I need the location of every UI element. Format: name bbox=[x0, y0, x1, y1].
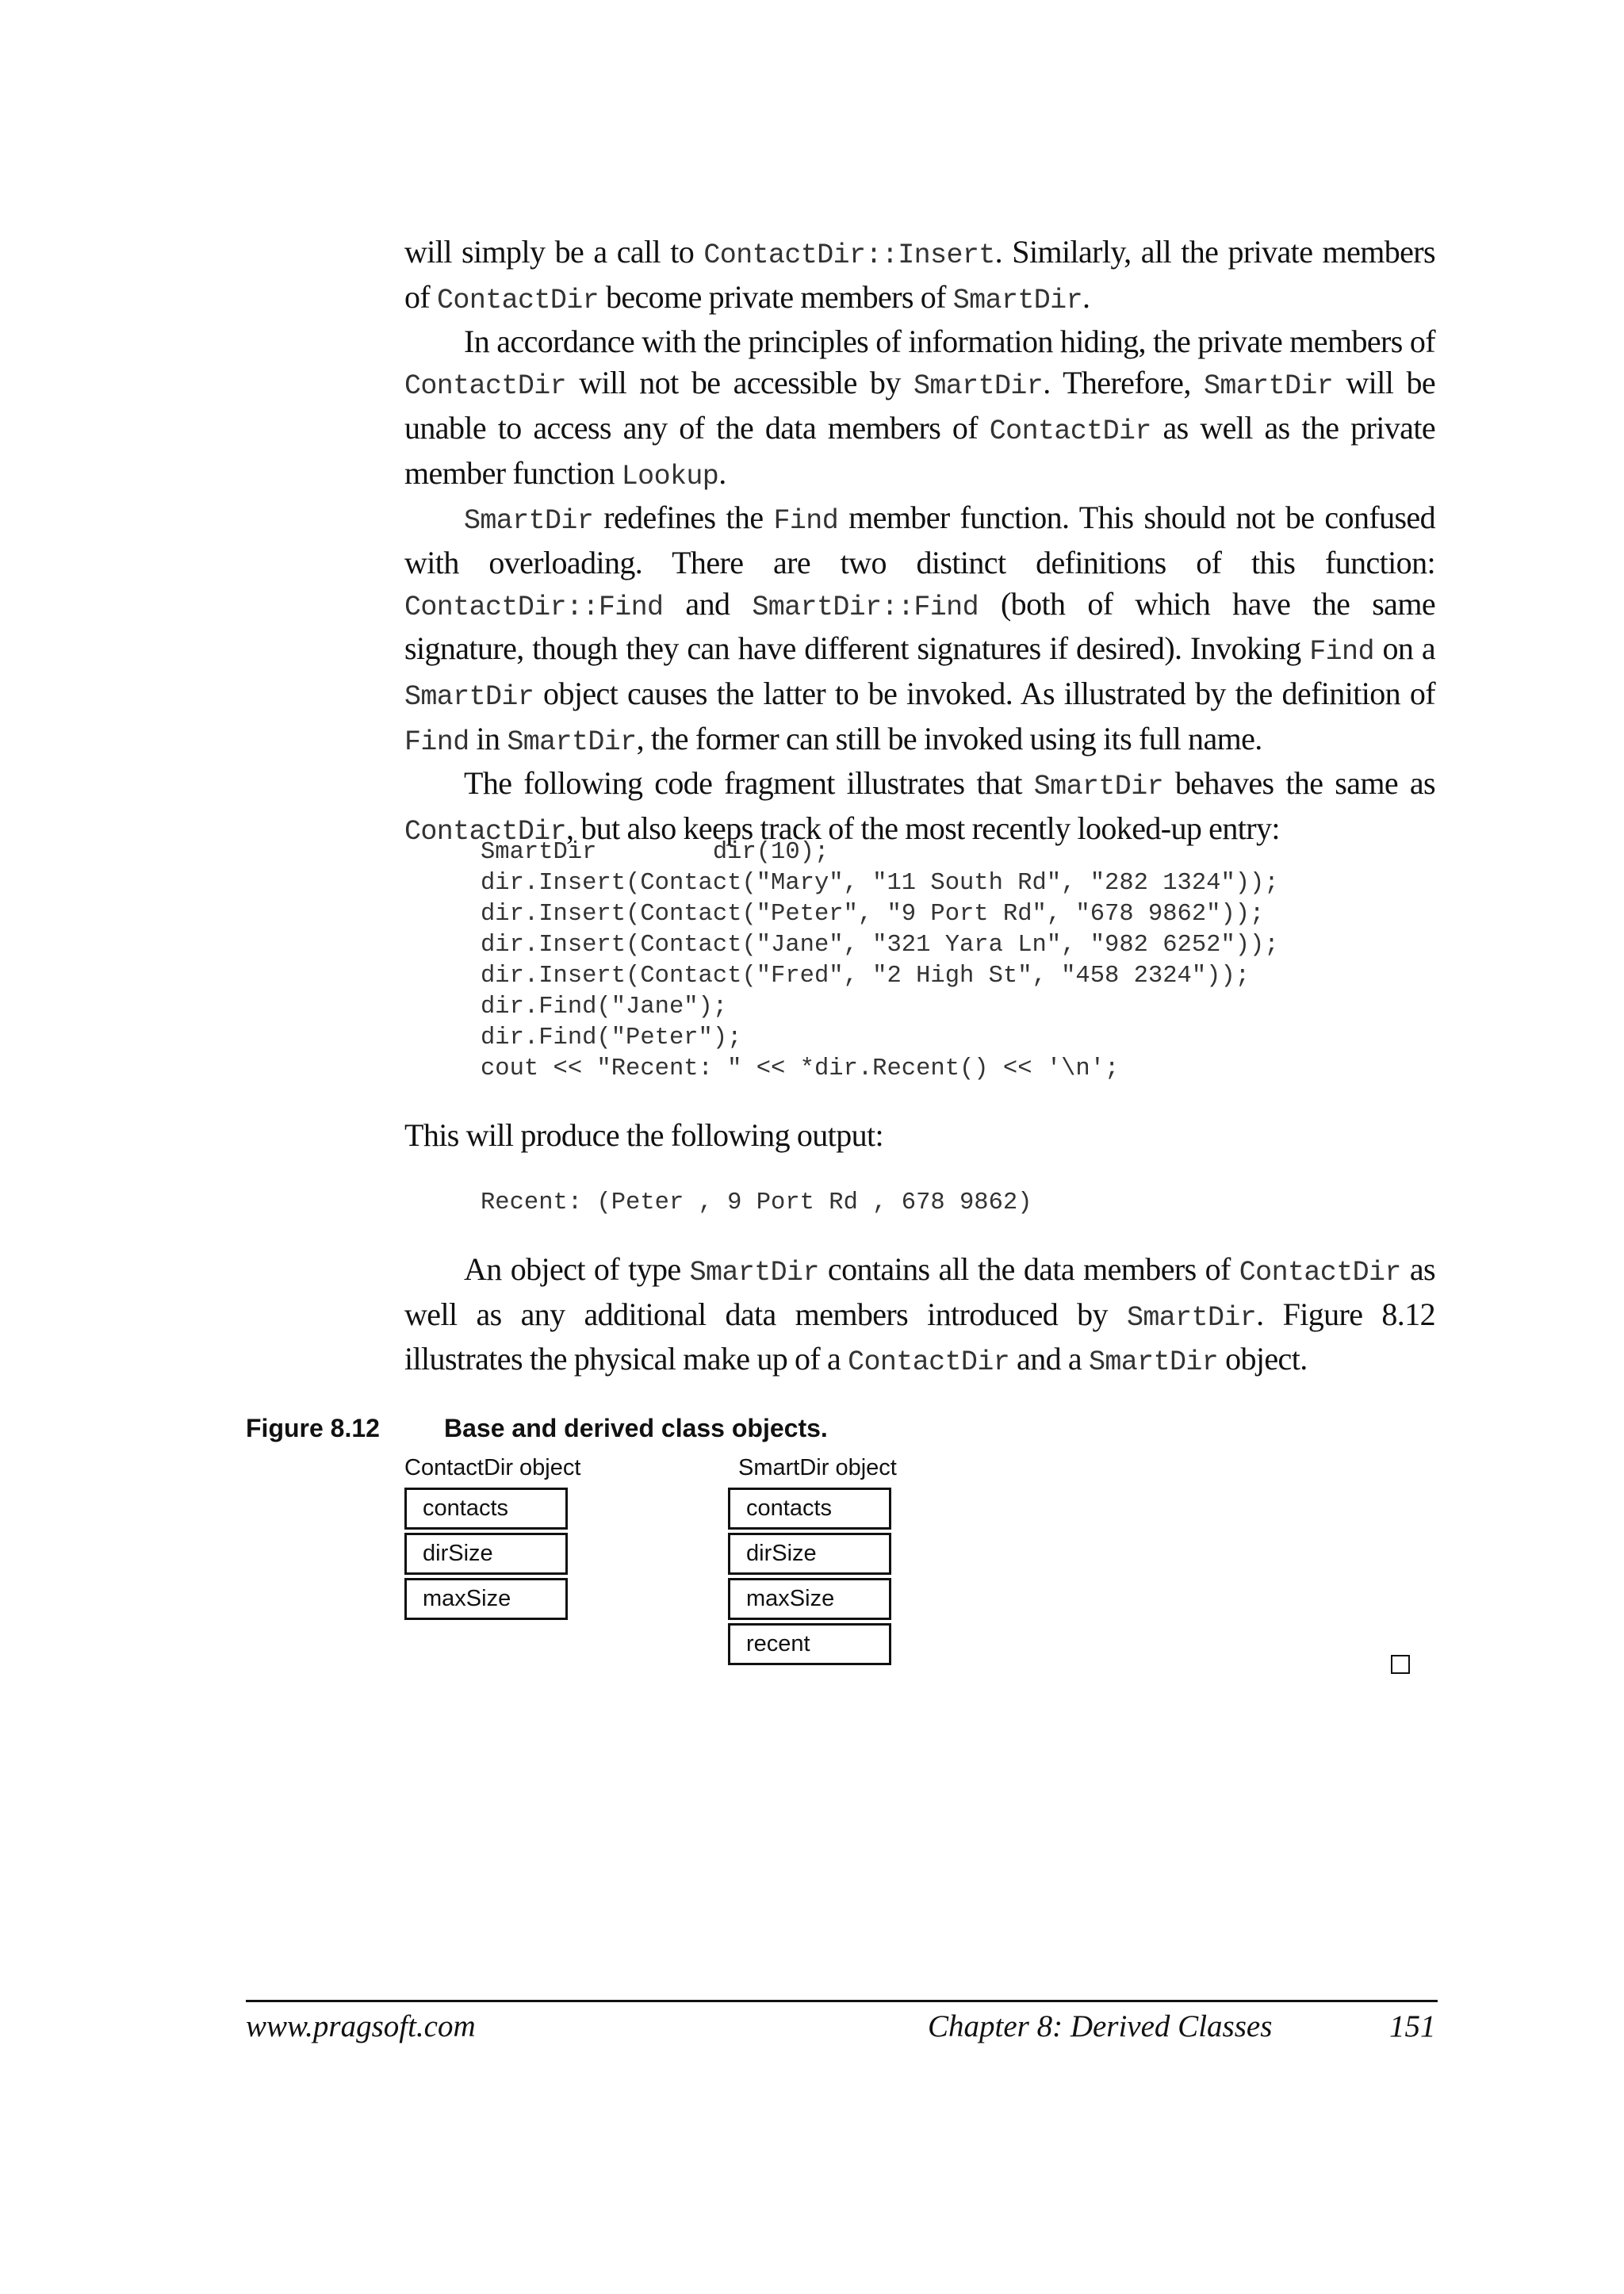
figure-number: Figure 8.12 bbox=[246, 1414, 380, 1442]
output-intro: This will produce the following output: bbox=[404, 1117, 884, 1153]
code-ref: ContactDir::Insert bbox=[703, 239, 995, 271]
code-ref: SmartDir bbox=[1088, 1346, 1219, 1379]
code-ref: Find bbox=[1309, 636, 1374, 668]
code-ref: SmartDir bbox=[404, 681, 534, 714]
derived-object-label: SmartDir object bbox=[738, 1455, 897, 1480]
base-member-box: dirSize bbox=[404, 1533, 568, 1575]
code-ref: ContactDir bbox=[437, 284, 599, 316]
output-listing: Recent: (Peter , 9 Port Rd , 678 9862) bbox=[481, 1189, 1032, 1216]
code-ref: SmartDir bbox=[689, 1257, 819, 1289]
figure-title: Base and derived class objects. bbox=[444, 1414, 828, 1442]
derived-member-box: maxSize bbox=[728, 1578, 891, 1620]
footer-chapter: Chapter 8: Derived Classes bbox=[928, 2009, 1273, 2043]
paragraph-3: SmartDir redefines the Find member function. This should not be confused with overloading. There are two distinct definitions of this function: ContactDir::Find and SmartDir::Find (both of which have the same signature, though they can have different signatures if desired). Invoking Find on a SmartDir object causes the latter to be invoked. As illustrated by the definition of Find in SmartDir, the former can still be invoked using its full name. bbox=[404, 500, 1435, 758]
figure-caption bbox=[246, 1414, 828, 1443]
paragraph-4: The following code fragment illustrates that SmartDir behaves the same as ContactDir, but also keeps track of the most recently looked-up entry: bbox=[404, 765, 1435, 848]
code-listing: SmartDir dir(10); dir.Insert(Contact("Mary", "11 South Rd", "282 1324")); dir.Insert(Contact("Peter", "9 Port Rd", "678 9862")); dir.Insert(Contact("Jane", "321 Yara Ln", "982 6252")); dir.Insert(Contact("Fred", "2 High St", "458 2324")); dir.Find("Jane"); dir.Find("Peter"); cout << "Recent: " << *dir.Recent() << '\n'; bbox=[481, 839, 1279, 1082]
base-member-box: maxSize bbox=[404, 1578, 568, 1620]
derived-member-box: recent bbox=[728, 1623, 891, 1665]
code-ref: ContactDir bbox=[404, 370, 567, 403]
code-ref: SmartDir bbox=[507, 726, 637, 758]
code-ref: ContactDir bbox=[848, 1346, 1010, 1379]
code-ref: Find bbox=[404, 726, 469, 758]
paragraph-5: An object of type SmartDir contains all the data members of ContactDir as well as any additional data members introduced by SmartDir. Figure 8.12 illustrates the physical make up of a ContactDir and a SmartDir object. bbox=[404, 1251, 1436, 1379]
derived-member-box: contacts bbox=[728, 1488, 891, 1530]
code-ref: ContactDir bbox=[1239, 1257, 1401, 1289]
end-of-section-square-icon bbox=[1391, 1655, 1410, 1674]
footer-rule bbox=[246, 2000, 1438, 2002]
code-ref: SmartDir bbox=[1033, 771, 1164, 803]
base-member-box: contacts bbox=[404, 1488, 568, 1530]
base-object-label: ContactDir object bbox=[404, 1455, 581, 1480]
main-text bbox=[404, 232, 1435, 853]
footer-website: www.pragsoft.com bbox=[246, 2009, 476, 2043]
code-ref: SmartDir bbox=[913, 370, 1044, 403]
footer-page-number: 151 bbox=[1389, 2009, 1436, 2043]
paragraph-2: In accordance with the principles of information hiding, the private members of ContactDir will not be accessible by SmartDir. Therefore, SmartDir will be unable to access any of the data members of ContactDir as well as the private member function Lookup. bbox=[404, 324, 1435, 492]
code-ref: Lookup bbox=[621, 460, 719, 492]
code-ref: SmartDir bbox=[1126, 1301, 1257, 1334]
code-ref: ContactDir bbox=[404, 816, 567, 848]
code-ref: ContactDir::Find bbox=[404, 591, 664, 623]
code-ref: SmartDir bbox=[464, 505, 594, 538]
code-ref: Find bbox=[773, 505, 839, 538]
code-ref: SmartDir::Find bbox=[752, 591, 979, 623]
paragraph-1: will simply be a call to ContactDir::Insert. Similarly, all the private members of ContactDir become private members of SmartDir. bbox=[404, 234, 1435, 316]
code-ref: SmartDir bbox=[1203, 370, 1334, 403]
code-ref: SmartDir bbox=[952, 284, 1082, 316]
code-ref: ContactDir bbox=[989, 415, 1151, 447]
derived-member-box: dirSize bbox=[728, 1533, 891, 1575]
